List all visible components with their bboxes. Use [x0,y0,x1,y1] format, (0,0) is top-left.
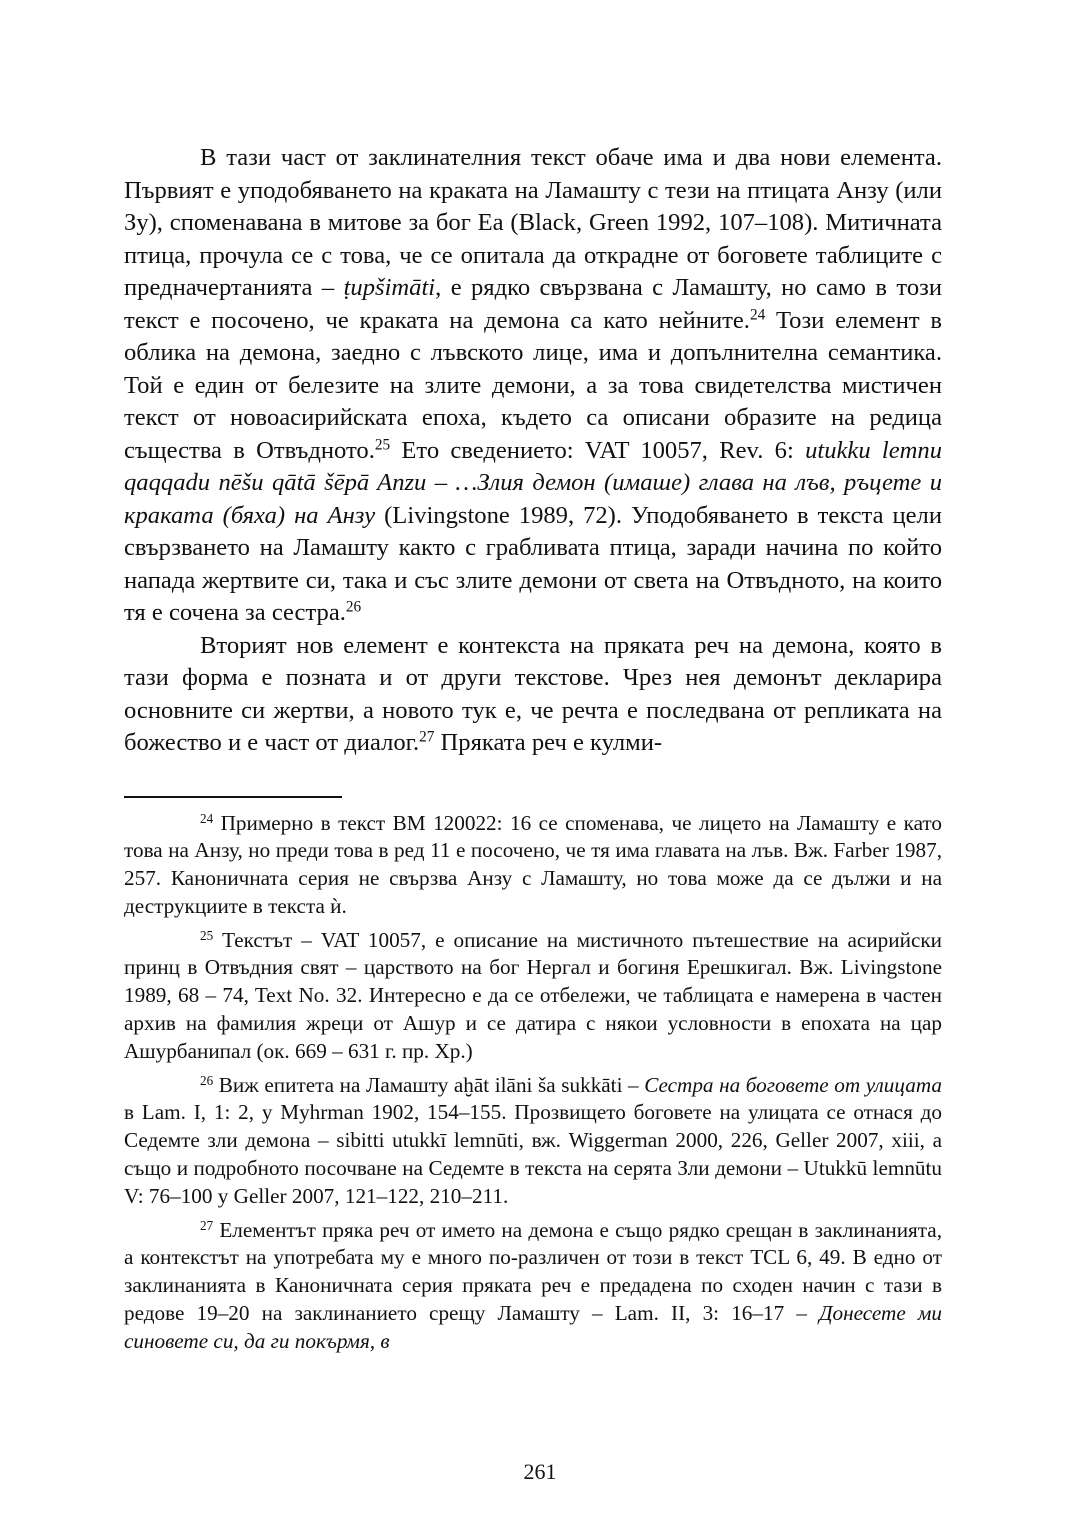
footnote-text: Елементът пряка реч от името на демона е също рядко срещан в заклинанията, а контекстът на употребата му е много по-различен от този в текст TCL 6, 49. В едно от заклинанията в Каноничната серия пряката реч е предадена по сходен начин с тази в редове 19–20 на заклинанието срещу Ламашту – Lam. II, 3: 16–17 – [124,1217,942,1326]
footnote-24 [124,810,942,921]
footnote-text: Примерно в текст BM 120022: 16 се споменава, че лицето на Ламашту е като това на Анзу, но преди това в ред 11 е посочено, че тя има главата на лъв. Вж. Farber 1987, 257. Каноничната серия не свързва Анзу с Ламашту, но това може да се дължи и на деструкциите в текста ѝ. [124,810,942,918]
footnote-ref-24[interactable]: 24 [749,306,766,324]
footnote-italic: Донесете ми синовете си, да ги покърмя, в [124,1301,942,1353]
page [124,142,942,1362]
text-segment: Ето сведението: VAT 10057, Rev. 6: [390,436,806,464]
footnote-ref-26[interactable]: 26 [345,598,362,616]
text-segment: Пряката реч е кулми- [434,729,663,756]
footnote-divider [124,796,342,798]
akkadian-quote: utukku lemnu qaqqadu nēšu qātā šēpā Anzu [124,436,942,496]
main-text [124,142,942,760]
quote-translation: …Злия демон (имаше) глава на лъв, ръцете и краката (бяха) на Анзу [124,469,942,529]
footnote-italic: Сестра на боговете от улицата [644,1072,942,1097]
footnote-number: 26 [200,1072,214,1088]
italic-term: ṭupšimāti [343,274,436,301]
footnote-text: Виж епитета на Ламашту aḫāt ilāni ša sukkāti – [213,1072,645,1097]
footnote-25 [124,927,942,1066]
page-number: 261 [523,1459,557,1484]
paragraph-1 [124,142,942,630]
text-segment: , е рядко свързвана с Ламашту, но само в този текст е посочено, че краката на демона са като нейните. [124,274,942,334]
footnote-text: в Lam. I, 1: 2, у Myhrman 1902, 154–155. Прозвището боговете на улицата се отнася до Седемте зли демона – sibitti utukkī lemnūti, вж. Wiggerman 2000, 226, Geller 2007, xiii, а също и подробното посочване на Седемте в текста на серята Зли демони – Utukkū lemnūtu V: 76–100 у Geller 2007, 121–122, 210–211. [124,1100,942,1208]
footnote-number: 24 [200,810,214,826]
footnote-ref-27[interactable]: 27 [419,728,435,746]
text-segment: В тази част от заклинателния текст обаче има и два нови елемента. Първият е уподобяването на краката на Ламашту с тези на птицата Анзу (или Зу), споменавана в митове за бог Еа (Black, Green 1992, 107–108). Митичната птица, прочула се с това, че се опитала да открадне от боговете таблиците с предначертанията – [124,144,942,301]
paragraph-2 [124,630,942,760]
footnote-27 [124,1217,942,1356]
footnote-26 [124,1072,942,1211]
footnote-number: 25 [200,927,214,943]
text-segment: Този елемент в облика на демона, заедно с лъвското лице, има и допълнителна семантика. Той е един от белезите на злите демони, а за това свидетелства мистичен текст от новоасирийската епоха, където са описани образите на редица същества в Отвъдното. [124,306,942,464]
footnote-text: Текстът – VAT 10057, е описание на мистичното пътешествие на асирийски принц в Отвъдния свят – царството на бог Нергал и богиня Ерешкигал. Вж. Livingstone 1989, 68 – 74, Text No. 32. Интересно е да се отбележи, че таблицата е намерена в частен архив на фамилия жреци от Ашур и се датира с някои условности в епохата на цар Ашурбанипал (ок. 669 – 631 г. пр. Хр.) [124,927,942,1063]
text-segment: – [426,469,456,496]
footnote-ref-25[interactable]: 25 [374,436,391,454]
footnotes [124,810,942,1356]
text-segment: Вторият нов елемент е контекста на пряката реч на демона, която в тази форма е позната и от други текстове. Чрез нея демонът декларира основните си жертви, а новото тук е, че речта е последвана от репликата на божество и е част от диалог. [124,631,942,756]
footnote-number: 27 [200,1217,214,1233]
text-segment: (Livingstone 1989, 72). Уподобяването в текста цели свързването на Ламашту както с грабливата птица, заради начина по който напада жертвите си, така и със злите демони от света на Отвъдното, на които тя е сочена за сестра. [124,501,942,626]
